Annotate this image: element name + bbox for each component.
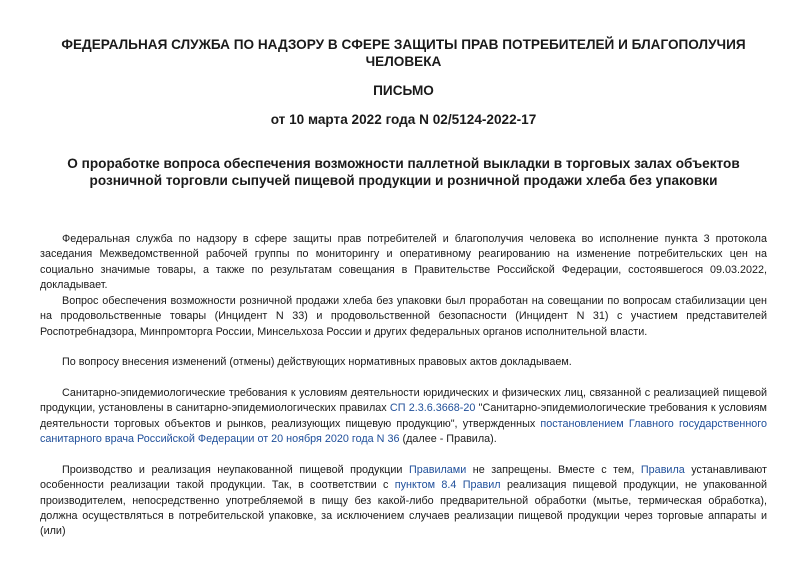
link-pravila[interactable]: Правила [640,464,685,476]
paragraph-5-text-2: не запрещены. Вместе с тем, [466,464,641,476]
paragraph-5-text-1: Производство и реализация неупакованной пищевой продукции [62,464,409,476]
document-type: ПИСЬМО [373,83,434,98]
paragraph-5-text-4: реализация пищевой продукции, не упакованной производителем, непосредственно употребляемой в пищу без какой-либо предварительной обработки (мытье, термическая обработка), должна осуществляться в потребительской упаковке, за исключением случаев реализации пищевой продукции через торговые аппараты и (или) [40,479,767,538]
paragraph-2: Вопрос обеспечения возможности розничной продажи хлеба без упаковки был проработан на совещании по вопросам стабилизации цен на продовольственные товары (Инцидент N 33) и продовольственной безопасности (Инцидент N 31) с участием представителей Роспотребнадзора, Минпромторга России, Минсельхоза России и других федеральных органов исполнительной власти. [40,295,767,338]
paragraph-1: Федеральная служба по надзору в сфере защиты прав потребителей и благополучия человека во исполнение пункта 3 протокола заседания Межведомственной рабочей группы по мониторингу и оперативному реагированию на изменение потребительских цен на социально значимые товары, а также по результатам совещания в Правительстве Российской Федерации, состоявшегося 09.03.2022, докладывает. [40,233,767,291]
document-title: О проработке вопроса обеспечения возможности паллетной выкладки в торговых залах объектов розничной торговли сыпучей пищевой продукции и розничной продажи хлеба без упаковки [67,156,740,188]
link-punkt-8-4-pravil[interactable]: пунктом 8.4 Правил [394,479,501,492]
paragraph-5 [40,463,767,539]
paragraph-5-text-3: устанавливают особенности реализации такой продукции. Так, в соответствии с [40,464,767,492]
paragraph-3: По вопросу внесения изменений (отмены) действующих нормативных правовых актов докладываем. [62,356,572,368]
link-postanovlenie-n36[interactable]: постановлением Главного государственного санитарного врача Российской Федерации от 20 ноября 2020 года N 36 [40,417,767,445]
document-number: от 10 марта 2022 года N 02/5124-2022-17 [270,112,537,127]
agency-name: ФЕДЕРАЛЬНАЯ СЛУЖБА ПО НАДЗОРУ В СФЕРЕ ЗАЩИТЫ ПРАВ ПОТРЕБИТЕЛЕЙ И БЛАГОПОЛУЧИЯ ЧЕЛОВЕКА [61,37,746,69]
paragraph-4-text-2: "Санитарно-эпидемиологические требования к условиям деятельности торговых объектов и рынков, реализующих пищевую продукцию", утвержденных [40,402,767,430]
paragraph-4-text-1: Санитарно-эпидемиологические требования к условиям деятельности юридических и физических лиц, связанной с реализацией пищевой продукции, установлены в санитарно-эпидемиологических правилах [40,387,767,415]
paragraph-4 [40,386,767,447]
link-sp-2-3-6-3668-20[interactable]: СП 2.3.6.3668-20 [389,402,476,415]
link-pravilami[interactable]: Правилами [408,464,467,476]
paragraph-4-text-3: (далее - Правила). [399,432,497,445]
